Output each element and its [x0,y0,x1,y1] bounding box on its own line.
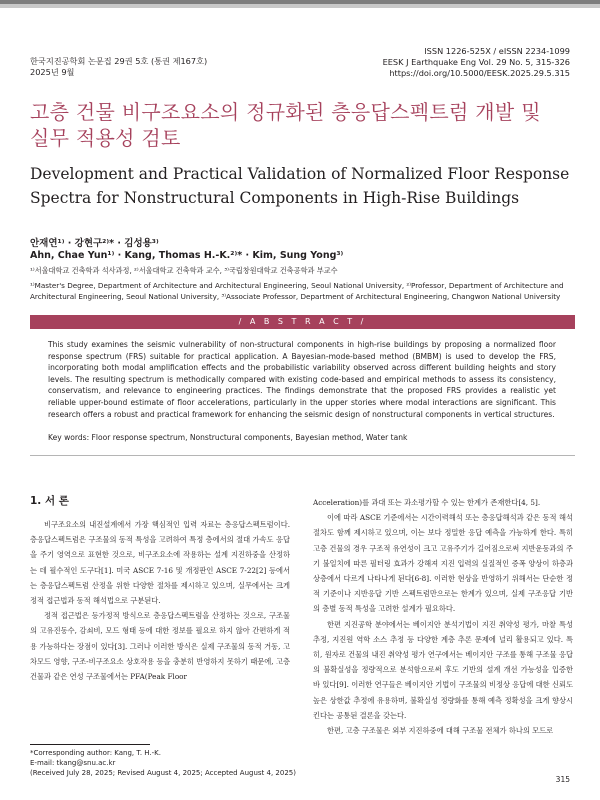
body-paragraph: 비구조요소의 내진설계에서 가장 핵심적인 입력 자료는 층응답스펙트럼이다. 층응답스펙트럼은 구조물의 동적 특성을 고려하여 특정 층에서의 절대 가속도 응답을 주기 영역으로 표현한 것으로, 비구조요소에 작용하는 설계 지진하중을 산정하는 데 필수적인 도구다[1]. 미국 ASCE 7-16 및 개정판인 ASCE 7-22[2] 등에서는 층응답스펙트럼 산정을 위한 다양한 절차를 제시하고 있으며, 실무에서는 크게 정적 접근법과 동적 해석법으로 구분된다. [30,520,290,606]
doi-link[interactable]: https://doi.org/10.5000/EESK.2025.29.5.315 [389,68,570,78]
affiliations-english: ¹⁾Master's Degree, Department of Architecture and Architectural Engineering, Seoul National University, ²⁾Professor, Department of Architecture and Architectural Engineering, Seoul National University, ³⁾Associate Professor, Department of Architectural Engineering, Changwon National University [30,281,564,301]
section-divider [30,455,575,456]
footnote [30,748,296,778]
authors-korean: 안재연¹⁾ · 강현구²⁾* · 김성용³⁾ [30,238,159,249]
body-column-left [30,517,290,684]
corresponding-author-name: Kang, T. H.-K. [114,749,161,757]
title-english-line1: Development and Practical Validation of Normalized Floor Response [30,165,570,183]
title-korean-line2: 실무 적용성 검토 [30,126,181,150]
title-korean-line1: 고층 건물 비구조요소의 정규화된 층응답스펙트럼 개발 및 [30,100,541,124]
journal-name-ko: 한국지진공학회 논문집 29권 5호 (통권 제167호) [30,56,208,66]
body-paragraph: 한편, 고층 구조물은 외부 지진하중에 대해 구조물 전체가 하나의 모드로 [327,726,554,736]
journal-header-left [30,56,207,78]
body-paragraph: 한편 지진공학 분야에서는 베이지안 분석기법이 지진 취약성 평가, 마찰 특성추정, 지진원 역학 소스 추정 등 다양한 계층 추론 문제에 널리 활용되고 있다. 특히, 원자로 건물의 내진 취약성 평가 연구에서는 베이지안 구조를 통해 구조물 응답의 불확실성을 정량적으로 분석함으로써 후도 기반의 설계 개선 가능성을 입증한 바 있다[9]. 이러한 연구들은 베이지안 기법이 구조물의 비정상 응답에 대한 신뢰도 높은 상한값 추정에 유용하며, 불확실성 정량화를 통해 예측 정확성을 크게 향상시킨다는 공통된 결론을 갖는다. [313,619,573,720]
title-korean [30,99,575,151]
issue-date-ko: 2025년 9월 [30,67,75,77]
keywords-line [48,433,556,442]
body-column-right [313,495,573,738]
page-number: 315 [555,775,570,784]
abstract-label-bar: / A B S T R A C T / [30,315,575,329]
top-color-bar [0,0,600,8]
received-dates: (Received July 28, 2025; Revised August 4, 2025; Accepted August 4, 2025) [30,769,296,777]
body-paragraph: Acceleration)를 과대 또는 과소평가할 수 있는 한계가 존재한다[4, 5]. [313,498,541,507]
journal-name-en: EESK J Earthquake Eng Vol. 29 No. 5, 315-326 [382,57,570,67]
section-heading-introduction: 1. 서 론 [30,495,69,507]
issn: ISSN 1226-525X / eISSN 2234-1099 [424,46,570,56]
corresponding-author [30,748,296,758]
body-paragraph: 정적 접근법은 등가정적 방식으로 층응답스펙트럼을 산정하는 것으로, 구조물의 고유진동수, 감쇠비, 모드 형태 등에 대한 정보를 필요로 하지 않아 간편하게 적용 가능하다는 장점이 있다[3]. 그러나 이러한 방식은 실제 구조물의 동적 거동, 고차모드 영향, 구조-비구조요소 상호작용 등을 충분히 반영하지 못하기 때문에, 고층 건물과 같은 연성 구조물에서는 PFA(Peak Floor [30,611,290,682]
author-email[interactable]: E-mail: tkang@snu.ac.kr [30,759,116,767]
keywords-list: Floor response spectrum, Nonstructural components, Bayesian method, Water tank [91,433,408,442]
body-paragraph: 이에 따라 ASCE 기준에서는 시간이력해석 또는 층응답해석과 같은 동적 해석 절차도 함께 제시하고 있으며, 이는 보다 정밀한 응답 예측을 가능하게 한다. 특히 고층 건물의 경우 구조적 유연성이 크고 고유주기가 길어짐으로써 지반운동과의 주기 불일치에 따른 필터링 효과가 강해져 지진 입력의 실질적인 증폭 양상이 하층과 상층에서 다르게 나타나게 된다[6-8]. 이러한 현상을 반영하기 위해서는 단순한 정적 기준이나 지반응답 기반 스펙트럼만으로는 한계가 있으며, 실제 구조응답 기반의 층별 동적 특성을 고려한 설계가 필요하다. [313,513,573,614]
title-english-line2: Spectra for Nonstructural Components in High-Rise Buildings [30,189,520,207]
journal-header-right [383,46,570,79]
authors-english: Ahn, Chae Yun¹⁾ · Kang, Thomas H.-K.²⁾* · Kim, Sung Yong³⁾ [30,250,344,261]
keywords-label: Key words: [48,433,90,442]
affiliations-korean: ¹⁾서울대학교 건축학과 석사과정, ²⁾서울대학교 건축학과 교수, ³⁾국립창원대학교 건축공학과 부교수 [30,266,338,275]
title-english [30,162,575,210]
footnote-rule [30,744,150,745]
abstract-text: This study examines the seismic vulnerability of non-structural components in high-rise buildings by proposing a normalized floor response spectrum (FRS) suitable for practical application. A Bayesian-mode-based method (BMBM) is used to develop the FRS, incorporating both modal amplification effects and the probabilistic variability observed across different building heights and story levels. The resulting spectrum is methodically compared with existing code-based and empirical methods to assess its consistency, conservatism, and relevance to engineering practices. The findings demonstrate that the proposed FRS provides a realistic yet reliable upper-bound estimate of floor accelerations, particularly in the upper stories where modal interactions are significant. This research offers a robust and practical framework for enhancing the seismic design of nonstructural components in vertical structures. [48,340,556,419]
corresponding-author-label: *Corresponding author: [30,749,113,757]
